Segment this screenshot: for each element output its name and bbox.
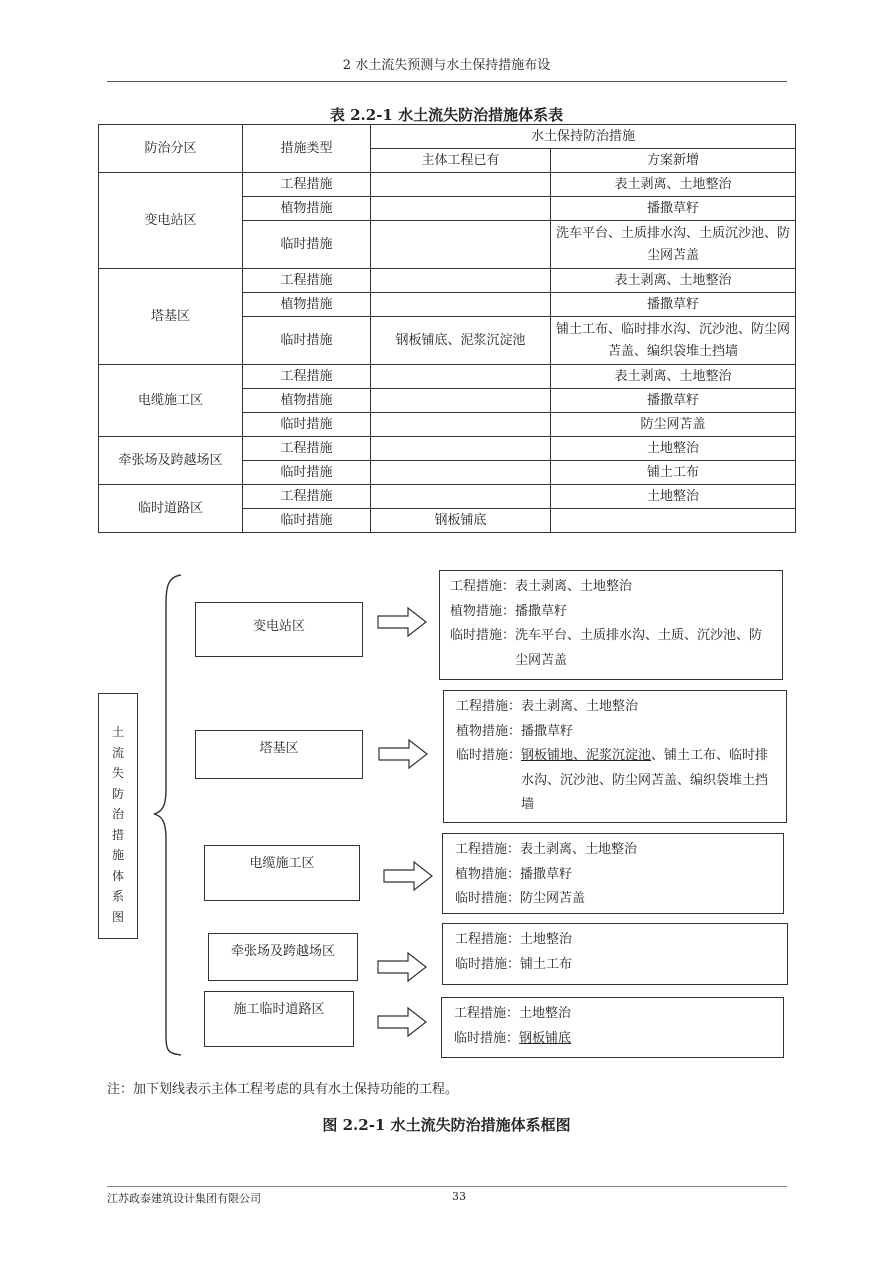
detail-line: [450, 624, 772, 673]
detail-text: 洗车平台、土质排水沟、土质、沉沙池、防尘网苫盖: [515, 628, 763, 668]
detail-label: 工程措施：: [455, 842, 521, 857]
detail-label: 临时措施：: [455, 956, 521, 972]
type-cell: 植物措施: [243, 197, 371, 221]
detail-text: 表土剥离、土地整治: [515, 579, 633, 594]
new-cell: 表土剥离、土地整治: [551, 173, 796, 197]
detail-label: 临时措施：: [455, 891, 521, 906]
detail-label: 植物措施：: [455, 866, 521, 882]
type-cell: 临时措施: [243, 461, 371, 485]
new-cell: 播撒草籽: [551, 389, 796, 413]
diagram-root-box: [98, 693, 138, 939]
detail-label: 临时措施：: [454, 1030, 520, 1046]
type-cell: 临时措施: [243, 221, 371, 269]
detail-text: 表土剥离、土地整治: [521, 699, 639, 714]
new-cell: 播撒草籽: [551, 293, 796, 317]
existing-cell: 钢板铺底、泥浆沉淀池: [371, 317, 551, 365]
detail-line: [450, 600, 772, 625]
detail-text: 播撒草籽: [520, 866, 573, 882]
detail-line: [455, 863, 773, 888]
detail-line: [455, 887, 773, 912]
col-header-new: 方案新增: [551, 149, 796, 173]
diagram-zone-box: 变电站区: [195, 602, 363, 657]
type-cell: 工程措施: [243, 173, 371, 197]
diagram-root-label: 土流失防治措施体系图: [111, 725, 124, 924]
detail-line: [455, 928, 777, 953]
type-cell: 临时措施: [243, 509, 371, 533]
diagram-zone-box: 牵张场及跨越场区: [208, 933, 358, 981]
detail-text: 播撒草籽: [515, 603, 568, 619]
type-cell: 工程措施: [243, 365, 371, 389]
detail-label: 工程措施：: [450, 579, 516, 594]
arrow-icon: [384, 862, 432, 890]
zone-cell: 牵张场及跨越场区: [99, 437, 243, 485]
detail-label: 工程措施：: [455, 932, 521, 947]
running-header: 2 水土流失预测与水土保持措施布设: [342, 58, 551, 73]
detail-text: 土地整治: [520, 932, 573, 947]
detail-label: 临时措施：: [456, 748, 522, 763]
col-header-existing: 主体工程已有: [371, 149, 551, 173]
type-cell: 植物措施: [243, 293, 371, 317]
diagram-detail-box: [442, 923, 788, 985]
zone-cell: 临时道路区: [99, 485, 243, 533]
detail-text: 土地整治: [519, 1006, 572, 1021]
new-cell: 表土剥离、土地整治: [551, 365, 796, 389]
detail-label: 植物措施：: [450, 603, 516, 619]
zone-cell: 电缆施工区: [99, 365, 243, 437]
detail-line: [454, 1027, 773, 1052]
detail-text: 、铺土工布、临时排水沟、沉沙池、防尘网苫盖、编织袋堆土挡墙: [521, 748, 769, 812]
diagram-detail-box: [443, 690, 787, 823]
arrow-icon: [378, 1008, 426, 1036]
diagram-zone-box: 施工临时道路区: [204, 991, 354, 1047]
curly-brace: [154, 575, 181, 1055]
detail-line: [450, 575, 772, 600]
arrow-icon: [378, 953, 426, 981]
arrow-icon: [378, 608, 426, 636]
detail-line: [456, 744, 776, 818]
detail-text: 铺土工布: [520, 956, 573, 972]
detail-label: 临时措施：: [450, 628, 516, 643]
detail-label: 工程措施：: [456, 699, 522, 714]
detail-label: 植物措施：: [456, 723, 522, 739]
type-cell: 植物措施: [243, 389, 371, 413]
diagram-detail-box: [441, 997, 784, 1058]
detail-text: 播撒草籽: [521, 723, 574, 739]
figure-title: 图 2.2-1 水土流失防治措施体系框图: [322, 1116, 571, 1134]
col-header-zone: 防治分区: [99, 125, 243, 173]
detail-underlined-text: 钢板铺地、泥浆沉淀池: [521, 748, 652, 763]
diagram-detail-box: [439, 570, 783, 680]
figure-note: 注：加下划线表示主体工程考虑的具有水土保持功能的工程。: [107, 1082, 459, 1097]
diagram-zone-box: 电缆施工区: [204, 845, 360, 901]
new-cell: 播撒草籽: [551, 197, 796, 221]
type-cell: 工程措施: [243, 437, 371, 461]
detail-text: 防尘网苫盖: [520, 891, 586, 906]
detail-line: [456, 695, 776, 720]
existing-cell: 钢板铺底: [371, 509, 551, 533]
type-cell: 临时措施: [243, 317, 371, 365]
type-cell: 工程措施: [243, 485, 371, 509]
footer-company: 江苏政泰建筑设计集团有限公司: [107, 1192, 261, 1205]
detail-label: 工程措施：: [454, 1006, 520, 1021]
new-cell: 洗车平台、土质排水沟、土质沉沙池、防尘网苫盖: [551, 221, 796, 269]
col-header-group: 水土保持防治措施: [371, 125, 796, 149]
detail-line: [455, 953, 777, 978]
arrow-icon: [379, 740, 427, 768]
table-title: 表 2.2-1 水土流失防治措施体系表: [329, 106, 564, 124]
diagram-zone-box: 塔基区: [195, 730, 363, 779]
type-cell: 临时措施: [243, 413, 371, 437]
new-cell: 表土剥离、土地整治: [551, 269, 796, 293]
footer-rule: [107, 1186, 787, 1187]
new-cell: 防尘网苫盖: [551, 413, 796, 437]
detail-text-wrap: [521, 744, 776, 818]
new-cell: 土地整治: [551, 437, 796, 461]
detail-line: [455, 838, 773, 863]
detail-line: [454, 1002, 773, 1027]
type-cell: 工程措施: [243, 269, 371, 293]
new-cell: 铺土工布、临时排水沟、沉沙池、防尘网苫盖、编织袋堆土挡墙: [551, 317, 796, 365]
detail-underlined-text: 钢板铺底: [519, 1030, 572, 1046]
detail-line: [456, 720, 776, 745]
detail-text: 表土剥离、土地整治: [520, 842, 638, 857]
zone-cell: 变电站区: [99, 173, 243, 269]
new-cell: 铺土工布: [551, 461, 796, 485]
new-cell: 土地整治: [551, 485, 796, 509]
col-header-type: 措施类型: [243, 125, 371, 173]
page-number: 33: [452, 1190, 466, 1203]
diagram-detail-box: [442, 833, 784, 914]
zone-cell: 塔基区: [99, 269, 243, 365]
